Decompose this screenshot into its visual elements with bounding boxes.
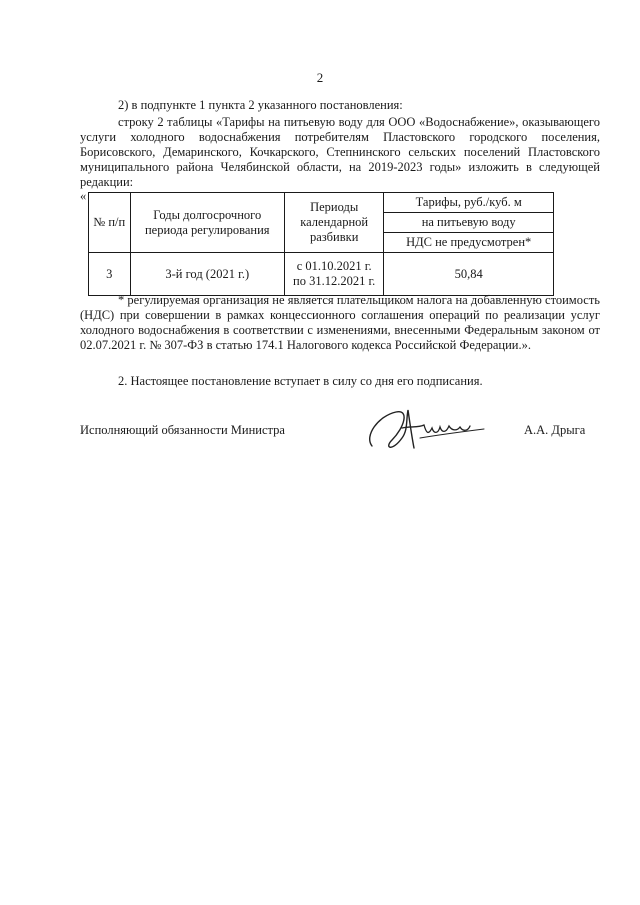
opening-quote: « xyxy=(80,189,87,203)
paragraph-effective-date: 2. Настоящее постановление вступает в силу со дня его подписания. xyxy=(118,374,483,388)
handwritten-signature xyxy=(362,398,488,458)
header-years: Годы долгосрочного периода регулирования xyxy=(130,193,284,253)
paragraph-amendment-intro: 2) в подпункте 1 пункта 2 указанного постановления: xyxy=(118,98,403,112)
signatory-name: А.А. Дрыга xyxy=(524,423,586,437)
cell-period-from: с 01.10.2021 г. xyxy=(296,259,372,273)
tariff-table xyxy=(88,192,554,296)
header-periods: Периоды календарной разбивки xyxy=(284,193,383,253)
cell-year: 3-й год (2021 г.) xyxy=(130,253,284,296)
header-tariffs: Тарифы, руб./куб. м xyxy=(384,193,554,213)
header-vat-note: НДС не предусмотрен* xyxy=(384,233,554,253)
header-number: № п/п xyxy=(89,193,131,253)
signatory-title: Исполняющий обязанности Министра xyxy=(80,423,285,437)
cell-tariff: 50,84 xyxy=(384,253,554,296)
cell-number: 3 xyxy=(89,253,131,296)
cell-period-to: по 31.12.2021 г. xyxy=(293,274,376,288)
table-row xyxy=(89,253,554,296)
cell-period xyxy=(284,253,383,296)
header-drinking-water: на питьевую воду xyxy=(384,213,554,233)
page-number: 2 xyxy=(316,70,324,85)
paragraph-amendment-body: строку 2 таблицы «Тарифы на питьевую воду для ООО «Водоснабжение», оказывающего услуги холодного водоснабжения потребителям Пластовского городского поселения, Борисовского, Демаринского, Кочкарского, Степнинского сельских поселений Пластовского муниципального района Челябинской области, на 2019-2023 годы» изложить в следующей редакции: xyxy=(80,115,600,189)
footnote: * регулируемая организация не является плательщиком налога на добавленную стоимость (НДС) при совершении в рамках концессионного соглашения операций по реализации услуг холодного водоснабжения в соответствии с изменениями, внесенными Федеральным законом от 02.07.2021 г. № 307-ФЗ в статью 174.1 Налогового кодекса Российской Федерации.». xyxy=(80,293,600,352)
